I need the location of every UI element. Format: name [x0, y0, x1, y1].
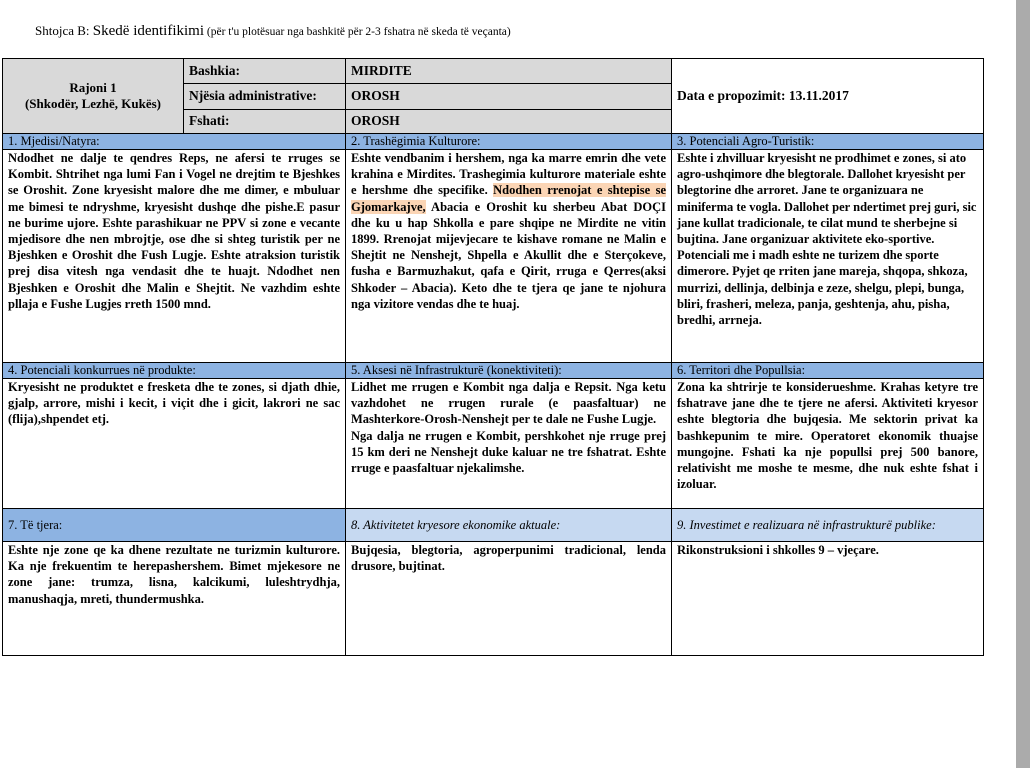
fshati-value: OROSH [346, 110, 672, 134]
title-prefix: Shtojca B: [35, 23, 93, 38]
section-2-text-b: Abacia e Oroshit ku sherbeu Abat DOÇI dhe ku u hap Shkolla e pare shqipe ne Mirdite ne vitin 1899. Rrenojat mijevjecare te kishave romane ne Malin e Shejtit ne Nenshejt, Shpella e Akullit dhe e Sterçokeve, fusha e Barmuzhakut, qafa e Qirit, rruga e Qerres(aksi Shkoder – Abacia). Keto dhe te tjera qe jane te njohura nga vizitore vendas dhe te huaj. [351, 199, 666, 311]
section-3-title: 3. Potenciali Agro-Turistik: [672, 134, 984, 150]
section-7-body: Eshte nje zone qe ka dhene rezultate ne turizmin kulturore. Ka nje frekuentim te herepashershem. Bimet mjekesore ne zone jane: trumza, lisna, kalcikumi, luleshtrydhja, manushaqja, mreti, thundermushka. [3, 542, 346, 656]
section-9-body: Rikonstruksioni i shkolles 9 – vjeçare. [672, 542, 984, 656]
bashkia-label: Bashkia: [184, 59, 346, 84]
section-2-highlight: Ndodhen rrenojat e shtepise se Gjomarkajve, [351, 183, 666, 214]
section-3-body: Eshte i zhvilluar kryesisht ne prodhimet e zones, si ato agro-ushqimore dhe blegtorale. Dallohet kryesisht per blegtorine dhe arroret. Jane te organizuara ne miniferma te vogla. Dallohet per ndertimet prej guri, sic jane kullat tradicionale, te cilat mund te sherbejne si bujtina. Jane organizuar aktivitete eko-sportive. Potenciali me i madh eshte ne turizem dhe sporte dimerore. Pyjet qe rriten jane mareja, shqopa, shkoza, murrizi, dellinja, delbinja e zeze, shelgu, plepi, bunga, bliri, frasheri, meleza, panja, geshtenja, ahu, pisha, bredhi, arrneja. [672, 150, 984, 363]
section-6-title: 6. Territori dhe Popullsia: [672, 363, 984, 379]
region-name: Rajoni 1 [69, 79, 117, 95]
section-5-text-b: Nga dalja ne rrugen e Kombit, pershkohet nje rruge prej 15 km deri ne Nenshejt duke kaluar ne tre fshatrat. Eshte rruge e paasfaltuar njekalimshe. [351, 428, 666, 476]
section-4-body: Kryesisht ne produktet e fresketa dhe te zones, si djath dhie, gjalp, arrore, mishi i kecit, i viçit dhe i gicit, lakrori ne sac (flija),shpendet etj. [3, 379, 346, 509]
identification-table [2, 58, 984, 656]
bashkia-value: MIRDITE [346, 59, 672, 84]
section-5-text-a: Lidhet me rrugen e Kombit nga dalja e Repsit. Nga ketu vazhdohet ne rrugen rurale (e paasfaltuar) ne Mashterkore-Orosh-Nenshejt per te dale ne Fushe Lugje. [351, 380, 666, 427]
document-title [35, 23, 511, 40]
title-main: Skedë identifikimi [92, 23, 205, 39]
fshati-label: Fshati: [184, 110, 346, 134]
section-2-title: 2. Trashëgimia Kulturore: [346, 134, 672, 150]
section-6-body: Zona ka shtrirje te konsiderueshme. Krahas ketyre tre fshatrave jane dhe te tjere ne afersi. Aktiviteti kryesor eshte blegtoria dhe bujqesia. Me sektorin privat ka bashkepunim te mire. Operatoret ekonomik thuajse mungojne. Fshati ka nje popullsi prej 500 banore, relativisht me moshe te mesme, dhe nuk eshte fshat i izoluar. [672, 379, 984, 509]
section-4-title: 4. Potenciali konkurrues në produkte: [3, 363, 346, 379]
window-edge-bar [1016, 0, 1030, 768]
section-2-body [346, 150, 672, 363]
section-1-body: Ndodhet ne dalje te qendres Reps, ne afersi te rruges se Kombit. Shtrihet nga lumi Fan i Vogel ne drejtim te Bjeshkes se Oroshit. Zone kryesisht malore dhe me dimer, e mbuluar me bimesi te ndryshme, kryesisht dushqe dhe pishe.E pasur ne burime ujore. Eshte parashikuar ne PPV si zone e vecante mjedisore dhe nen mbrojtje, ose dhe si shteg turistik per ne Bjeshken e Oroshit dhe Fush Lugje. Eshte atraksion turistik prej disa vitesh nga vendasit dhe te huajt. Ndodhet nen Bjeshken e Oroshit dhe Malin e Shejtit. Ne vazhdim eshte pllaja e Fushe Lugjes rreth 1500 mnd. [3, 150, 346, 363]
section-5-title: 5. Aksesi në Infrastrukturë (konektiviteti): [346, 363, 672, 379]
njesia-value: OROSH [346, 84, 672, 110]
proposal-date: Data e propozimit: 13.11.2017 [672, 59, 984, 134]
section-5-body [346, 379, 672, 509]
section-8-body: Bujqesia, blegtoria, agroperpunimi tradicional, lenda drusore, bujtinat. [346, 542, 672, 656]
section-9-title: 9. Investimet e realizuara në infrastrukturë publike: [672, 509, 984, 542]
section-7-title-text: 7. Të tjera [8, 517, 59, 532]
section-2-text-a: Eshte vendbanim i hershem, nga ka marre emrin dhe vete krahina e Mirdites. Trashegimia kulturore materiale eshte e hershme dhe specifike. [351, 151, 666, 198]
section-1-title: 1. Mjedisi/Natyra: [3, 134, 346, 150]
njesia-label: Njësia administrative: [184, 84, 346, 110]
region-cell [3, 59, 184, 134]
section-7-title [3, 509, 346, 542]
section-7-title-colon: : [58, 517, 63, 532]
section-8-title: 8. Aktivitetet kryesore ekonomike aktuale: [346, 509, 672, 542]
title-note: (për t'u plotësuar nga bashkitë për 2-3 fshatra në skeda të veçanta) [204, 26, 511, 38]
region-towns: (Shkodër, Lezhë, Kukës) [24, 96, 162, 111]
